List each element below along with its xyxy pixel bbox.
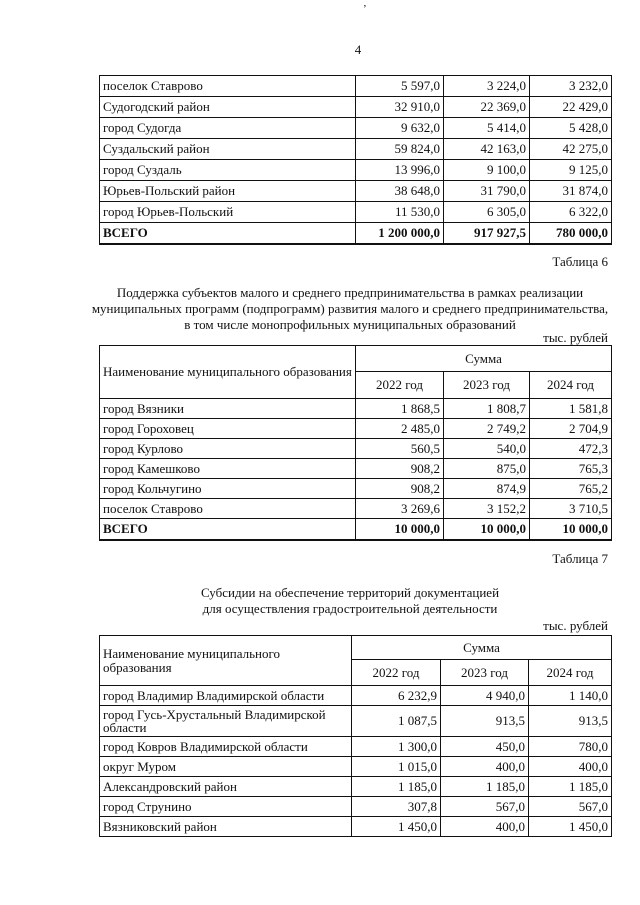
value-2023: 1 185,0 (441, 777, 529, 797)
table6-units: тыс. рублей (543, 330, 608, 345)
table-row (100, 439, 612, 459)
row-name: город Юрьев-Польский (100, 202, 356, 223)
row-name: город Владимир Владимирской области (100, 686, 352, 706)
value-2024: 472,3 (530, 439, 612, 459)
row-name: округ Муром (100, 757, 352, 777)
table-row (100, 706, 612, 737)
value-2022: 1 450,0 (352, 817, 441, 837)
value-2022: 59 824,0 (356, 139, 444, 160)
value-2024: 567,0 (529, 797, 612, 817)
value-2023: 42 163,0 (444, 139, 530, 160)
column-header-sum: Сумма (356, 346, 612, 372)
value-2024: 3 232,0 (530, 76, 612, 97)
column-header-2022: 2022 год (352, 660, 441, 686)
column-header-sum: Сумма (352, 636, 612, 660)
value-2024: 42 275,0 (530, 139, 612, 160)
value-2023: 22 369,0 (444, 97, 530, 118)
value-2023: 400,0 (441, 757, 529, 777)
value-2022: 38 648,0 (356, 181, 444, 202)
value-2022: 1 300,0 (352, 737, 441, 757)
page-number: 4 (354, 42, 362, 57)
table-row (100, 118, 612, 139)
total-row (100, 223, 612, 244)
column-header-name: Наименование муниципального образования (100, 346, 356, 399)
row-name: город Курлово (100, 439, 356, 459)
table7-title-line-1: Субсидии на обеспечение территорий документацией (200, 585, 500, 600)
table-row (100, 479, 612, 499)
value-2024: 1 581,8 (530, 399, 612, 419)
value-2022: 908,2 (356, 479, 444, 499)
table6-title-line-3: в том числе монопрофильных муниципальных образований (184, 317, 516, 332)
table7-units: тыс. рублей (543, 618, 608, 633)
row-name: Судогодский район (100, 97, 356, 118)
total-2022: 10 000,0 (356, 519, 444, 540)
table-row (100, 817, 612, 837)
table-row (100, 797, 612, 817)
table-row (100, 757, 612, 777)
table-row (100, 777, 612, 797)
table-row (100, 139, 612, 160)
row-name: город Камешково (100, 459, 356, 479)
table7 (99, 635, 612, 837)
row-name: Александровский район (100, 777, 352, 797)
value-2024: 765,3 (530, 459, 612, 479)
total-2023: 10 000,0 (444, 519, 530, 540)
value-2024: 31 874,0 (530, 181, 612, 202)
value-2023: 913,5 (441, 706, 529, 737)
value-2024: 3 710,5 (530, 499, 612, 519)
value-2023: 540,0 (444, 439, 530, 459)
table6 (99, 345, 612, 541)
column-header-2024: 2024 год (530, 372, 612, 399)
table-row (100, 459, 612, 479)
table-row (100, 202, 612, 223)
row-name: город Кольчугино (100, 479, 356, 499)
value-2022: 908,2 (356, 459, 444, 479)
value-2024: 400,0 (529, 757, 612, 777)
value-2024: 5 428,0 (530, 118, 612, 139)
value-2023: 1 808,7 (444, 399, 530, 419)
value-2024: 1 450,0 (529, 817, 612, 837)
value-2022: 560,5 (356, 439, 444, 459)
row-name: город Судогда (100, 118, 356, 139)
table7-label: Таблица 7 (552, 551, 608, 566)
value-2023: 3 152,2 (444, 499, 530, 519)
table7-title (60, 585, 640, 617)
table-row (100, 160, 612, 181)
value-2022: 1 015,0 (352, 757, 441, 777)
table-row (100, 399, 612, 419)
value-2023: 450,0 (441, 737, 529, 757)
value-2022: 32 910,0 (356, 97, 444, 118)
table-row (100, 686, 612, 706)
table7-title-line-2: для осуществления градостроительной деятельности (202, 601, 498, 616)
value-2023: 874,9 (444, 479, 530, 499)
value-2022: 9 632,0 (356, 118, 444, 139)
table6-title-line-2: муниципальных программ (подпрограмм) развития малого и среднего предпринимательства, (91, 301, 609, 316)
total-2024: 780 000,0 (530, 223, 612, 244)
row-name: город Ковров Владимирской области (100, 737, 352, 757)
column-header-name: Наименование муниципального образования (100, 636, 352, 686)
value-2023: 3 224,0 (444, 76, 530, 97)
value-2024: 765,2 (530, 479, 612, 499)
column-header-2023: 2023 год (444, 372, 530, 399)
column-header-2024: 2024 год (529, 660, 612, 686)
value-2023: 5 414,0 (444, 118, 530, 139)
value-2022: 3 269,6 (356, 499, 444, 519)
row-name: город Гороховец (100, 419, 356, 439)
value-2023: 9 100,0 (444, 160, 530, 181)
value-2022: 1 868,5 (356, 399, 444, 419)
row-name: город Струнино (100, 797, 352, 817)
value-2023: 400,0 (441, 817, 529, 837)
value-2024: 913,5 (529, 706, 612, 737)
total-2022: 1 200 000,0 (356, 223, 444, 244)
value-2024: 6 322,0 (530, 202, 612, 223)
value-2022: 13 996,0 (356, 160, 444, 181)
total-2023: 917 927,5 (444, 223, 530, 244)
table-row (100, 181, 612, 202)
value-2024: 780,0 (529, 737, 612, 757)
row-name: поселок Ставрово (100, 499, 356, 519)
table7-header-row (100, 636, 612, 660)
row-name: поселок Ставрово (100, 76, 356, 97)
table6-title (60, 285, 640, 333)
table-row (100, 499, 612, 519)
value-2022: 11 530,0 (356, 202, 444, 223)
scan-mark: ’ (363, 3, 367, 15)
value-2022: 1 087,5 (352, 706, 441, 737)
value-2024: 9 125,0 (530, 160, 612, 181)
value-2022: 5 597,0 (356, 76, 444, 97)
value-2024: 1 140,0 (529, 686, 612, 706)
table-row (100, 97, 612, 118)
row-name: Юрьев-Польский район (100, 181, 356, 202)
row-name: Вязниковский район (100, 817, 352, 837)
value-2024: 22 429,0 (530, 97, 612, 118)
value-2023: 875,0 (444, 459, 530, 479)
row-name: город Суздаль (100, 160, 356, 181)
total-label: ВСЕГО (100, 223, 356, 244)
table6-header-row (100, 346, 612, 372)
total-label: ВСЕГО (100, 519, 356, 540)
total-2024: 10 000,0 (530, 519, 612, 540)
value-2024: 2 704,9 (530, 419, 612, 439)
value-2024: 1 185,0 (529, 777, 612, 797)
value-2022: 1 185,0 (352, 777, 441, 797)
value-2023: 31 790,0 (444, 181, 530, 202)
row-name: город Гусь-Хрустальный Владимирской области (100, 706, 352, 737)
table6-label: Таблица 6 (552, 254, 608, 269)
table-row (100, 419, 612, 439)
total-row (100, 519, 612, 540)
table-row (100, 76, 612, 97)
row-name: Суздальский район (100, 139, 356, 160)
value-2022: 6 232,9 (352, 686, 441, 706)
value-2023: 4 940,0 (441, 686, 529, 706)
table-row (100, 737, 612, 757)
value-2022: 2 485,0 (356, 419, 444, 439)
column-header-2023: 2023 год (441, 660, 529, 686)
table-continuation (99, 75, 612, 245)
value-2022: 307,8 (352, 797, 441, 817)
row-name: город Вязники (100, 399, 356, 419)
table6-title-line-1: Поддержка субъектов малого и среднего предпринимательства в рамках реализации (116, 285, 584, 300)
value-2023: 6 305,0 (444, 202, 530, 223)
value-2023: 2 749,2 (444, 419, 530, 439)
column-header-2022: 2022 год (356, 372, 444, 399)
value-2023: 567,0 (441, 797, 529, 817)
